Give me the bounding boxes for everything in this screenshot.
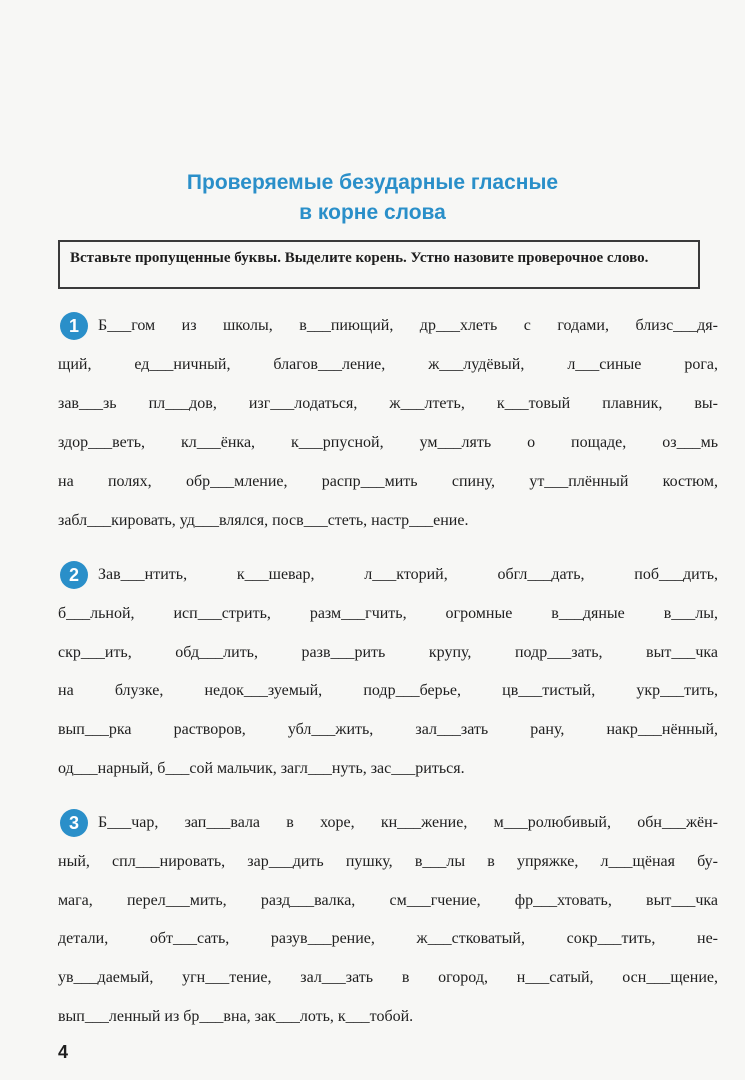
exercise-number-badge: 2 (60, 561, 88, 589)
exercise-line: скр___ить, обд___лить, разв___рить крупу, подр___зать, выт___чка (58, 644, 718, 661)
exercise-line: ув___даемый, угн___тение, зал___зать в огород, н___сатый, осн___щение, (58, 969, 718, 986)
exercise-line: на полях, обр___мление, распр___мить спину, ут___плённый костюм, (58, 473, 718, 490)
exercise-line: Зав___нтить, к___шевар, л___кторий, обгл___дать, поб___дить, (98, 566, 718, 583)
exercise-line: б___льной, исп___стрить, разм___гчить, огромные в___дяные в___лы, (58, 605, 718, 622)
page-title (0, 168, 745, 228)
exercise-line: вып___рка растворов, убл___жить, зал___зать рану, накр___нённый, (58, 721, 718, 738)
exercise-line: здор___веть, кл___ёнка, к___рпусной, ум___лять о пощаде, оз___мь (58, 434, 718, 451)
instruction-box: Вставьте пропущенные буквы. Выделите корень. Устно назовите проверочное слово. (58, 240, 700, 289)
exercise-number-badge: 1 (60, 312, 88, 340)
exercise-line: Б___чар, зап___вала в хоре, кн___жение, м___ролюбивый, обн___жён- (98, 814, 718, 831)
title-line-2: в корне слова (299, 201, 446, 224)
exercise-line: забл___кировать, уд___влялся, посв___стеть, настр___ение. (58, 512, 469, 529)
exercise-line: ный, спл___нировать, зар___дить пушку, в___лы в упряжке, л___щёная бу- (58, 853, 718, 870)
exercise-line: Б___гом из школы, в___пиющий, др___хлеть с годами, близс___дя- (98, 317, 718, 334)
exercise-number-badge: 3 (60, 809, 88, 837)
exercise-line: детали, обт___сать, разув___рение, ж___стковатый, сокр___тить, не- (58, 930, 718, 947)
exercise-line: вып___ленный из бр___вна, зак___лоть, к___тобой. (58, 1008, 414, 1025)
exercise-line: од___нарный, б___сой мальчик, загл___нуть, зас___риться. (58, 760, 465, 777)
exercise-line: щий, ед___ничный, благов___ление, ж___лудёвый, л___синые рога, (58, 356, 718, 373)
exercise-line: на блузке, недок___зуемый, подр___берье, цв___тистый, укр___тить, (58, 682, 718, 699)
exercise-line: зав___зь пл___дов, изг___лодаться, ж___лтеть, к___товый плавник, вы- (58, 395, 718, 412)
title-line-1: Проверяемые безударные гласные (186, 171, 559, 194)
page-number: 4 (58, 1042, 69, 1062)
exercise-line: мага, перел___мить, разд___валка, см___гчение, фр___хтовать, выт___чка (58, 892, 718, 909)
